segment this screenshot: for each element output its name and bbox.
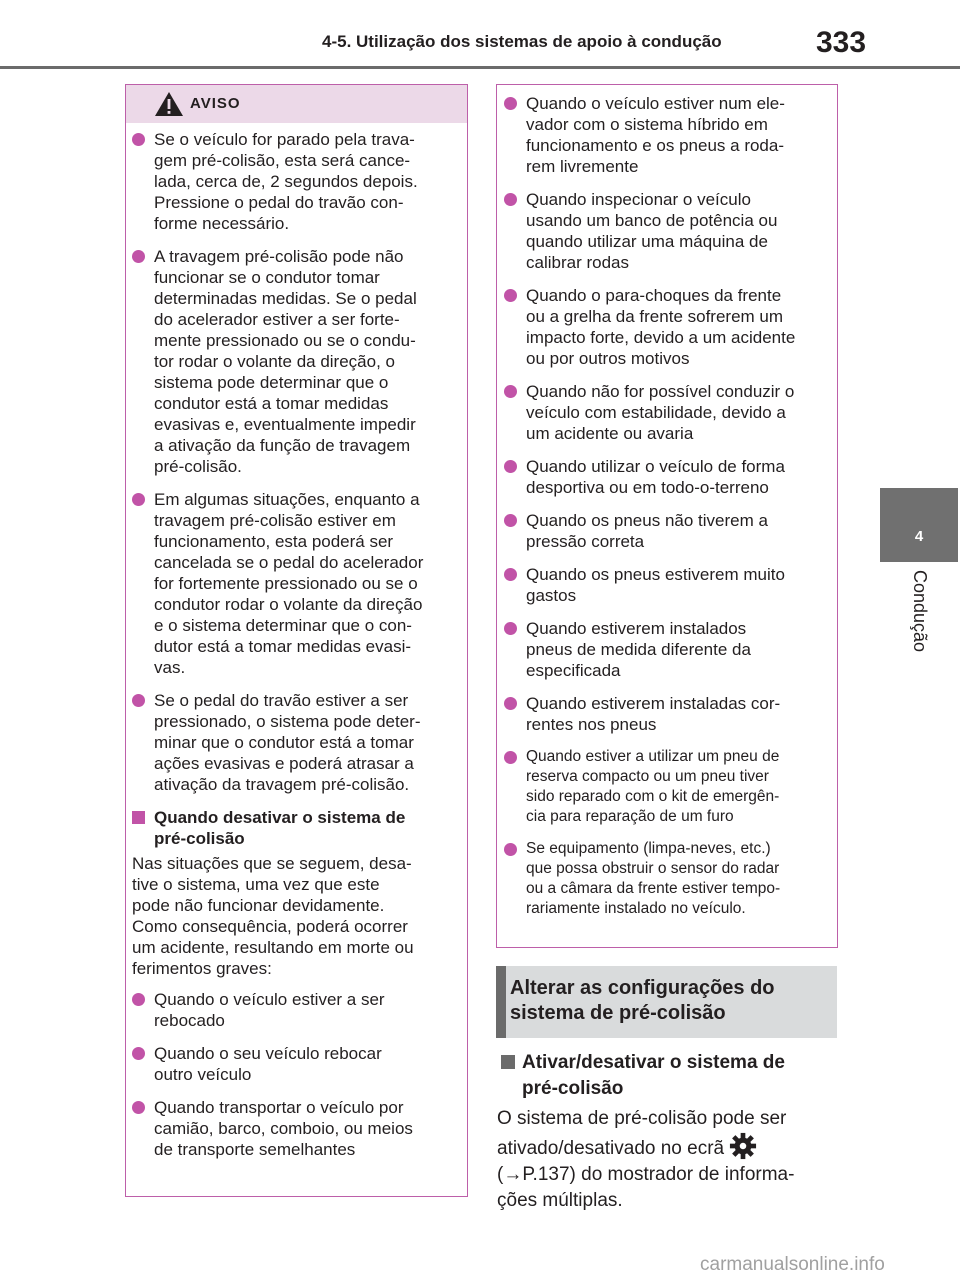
condition-item: Quando o veículo estiver num ele- vador com o sistema híbrido em funcionamento e os pneus a roda- rem livremente — [504, 93, 829, 177]
condition-item: Quando estiverem instaladas cor- rentes nos pneus — [504, 693, 829, 735]
chapter-label-text: Condução — [910, 570, 930, 653]
condition-item: Quando estiverem instalados pneus de medida diferente da especificada — [504, 618, 829, 681]
warning-subheading: Quando desativar o sistema de pré-colisão — [132, 807, 459, 849]
warning-icon — [154, 91, 184, 117]
header-title: 4-5. Utilização dos sistemas de apoio à condução — [322, 32, 722, 51]
section-title: Alterar as configurações do sistema de pré-colisão — [510, 977, 775, 1024]
condition-item: Se equipamento (limpa-neves, etc.) que possa obstruir o sensor do radar ou a câmara da frente estiver tempo- rariamente instalado no veículo. — [504, 839, 829, 919]
conditions-list-right-small — [504, 747, 829, 919]
section-subheading: Ativar/desativar o sistema de pré-colisão — [500, 1050, 834, 1102]
warning-body-left — [132, 129, 459, 1172]
warning-bullet: Em algumas situações, enquanto a travagem pré-colisão estiver em funcionamento, esta poderá ser cancelada se o pedal do acelerador for fortemente pressionado ou se o condutor rodar o volante da direção e o sistema determinar que o con- dutor está a tomar medidas evasi- vas. — [132, 489, 459, 678]
condition-item: Quando inspecionar o veículo usando um banco de potência ou quando utilizar uma máquina de calibrar rodas — [504, 189, 829, 273]
condition-item: Quando estiver a utilizar um pneu de reserva compacto ou um pneu tiver sido reparado com o kit de emergên- cia para reparação de um furo — [504, 747, 829, 827]
condition-item: Quando o para-choques da frente ou a grelha da frente sofrerem um impacto forte, devido a um acidente ou por outros motivos — [504, 285, 829, 369]
condition-item: Quando utilizar o veículo de forma desportiva ou em todo-o-terreno — [504, 456, 829, 498]
warning-bullet: A travagem pré-colisão pode não funcionar se o condutor tomar determinadas medidas. Se o pedal do acelerador estiver a ser forte- mente pressionado ou se o condu- tor rodar o volante da direção, o sistema pode determinar que o condutor está a tomar medidas evasivas e, eventualmente impedir a ativação da função de travagem pré-colisão. — [132, 246, 459, 477]
chapter-tab[interactable] — [880, 488, 958, 562]
chapter-number: 4 — [914, 528, 924, 545]
condition-item: Quando o seu veículo rebocar outro veículo — [132, 1043, 459, 1085]
header-rule — [0, 66, 960, 69]
condition-item: Quando não for possível conduzir o veículo com estabilidade, devido a um acidente ou avaria — [504, 381, 829, 444]
settings-gear-icon — [728, 1132, 758, 1160]
warning-bullet: Se o pedal do travão estiver a ser pressionado, o sistema pode deter- minar que o condutor está a tomar ações evasivas e poderá atrasar a ativação da travagem pré-colisão. — [132, 690, 459, 795]
section-paragraph — [497, 1106, 837, 1214]
paragraph-text-start: O sistema de pré-colisão pode ser ativado/desativado no ecrã — [497, 1108, 787, 1159]
warning-bullet: Se o veículo for parado pela trava- gem pré-colisão, esta será cance- lada, cerca de, 2 segundos depois. Pressione o pedal do travão con- forme necessário. — [132, 129, 459, 234]
warning-body-right — [504, 93, 829, 931]
page-number: 333 — [816, 26, 867, 59]
watermark: carmanualsonline.info — [700, 1254, 885, 1275]
warning-paragraph: Nas situações que se seguem, desa- tive o sistema, uma vez que este pode não funcionar devidamente. Como consequência, poderá ocorrer um acidente, resultando em morte ou ferimentos graves: — [132, 854, 414, 978]
warning-box — [125, 84, 468, 1197]
condition-item: Quando os pneus não tiverem a pressão correta — [504, 510, 829, 552]
warning-bullets — [132, 129, 459, 795]
condition-item: Quando transportar o veículo por camião, barco, comboio, ou meios de transporte semelhantes — [132, 1097, 459, 1160]
warning-box-continued — [496, 84, 838, 948]
condition-item: Quando o veículo estiver a ser rebocado — [132, 989, 459, 1031]
conditions-list-right — [504, 93, 829, 735]
conditions-list-left — [132, 989, 459, 1160]
section-heading-box — [496, 966, 837, 1038]
condition-item: Quando os pneus estiverem muito gastos — [504, 564, 829, 606]
chapter-label — [880, 562, 958, 682]
paragraph-text-end: (→P.137) do mostrador de informa- ções múltiplas. — [497, 1164, 795, 1211]
warning-title: AVISO — [190, 95, 241, 112]
section-bar — [496, 966, 506, 1038]
warning-header — [126, 85, 467, 123]
